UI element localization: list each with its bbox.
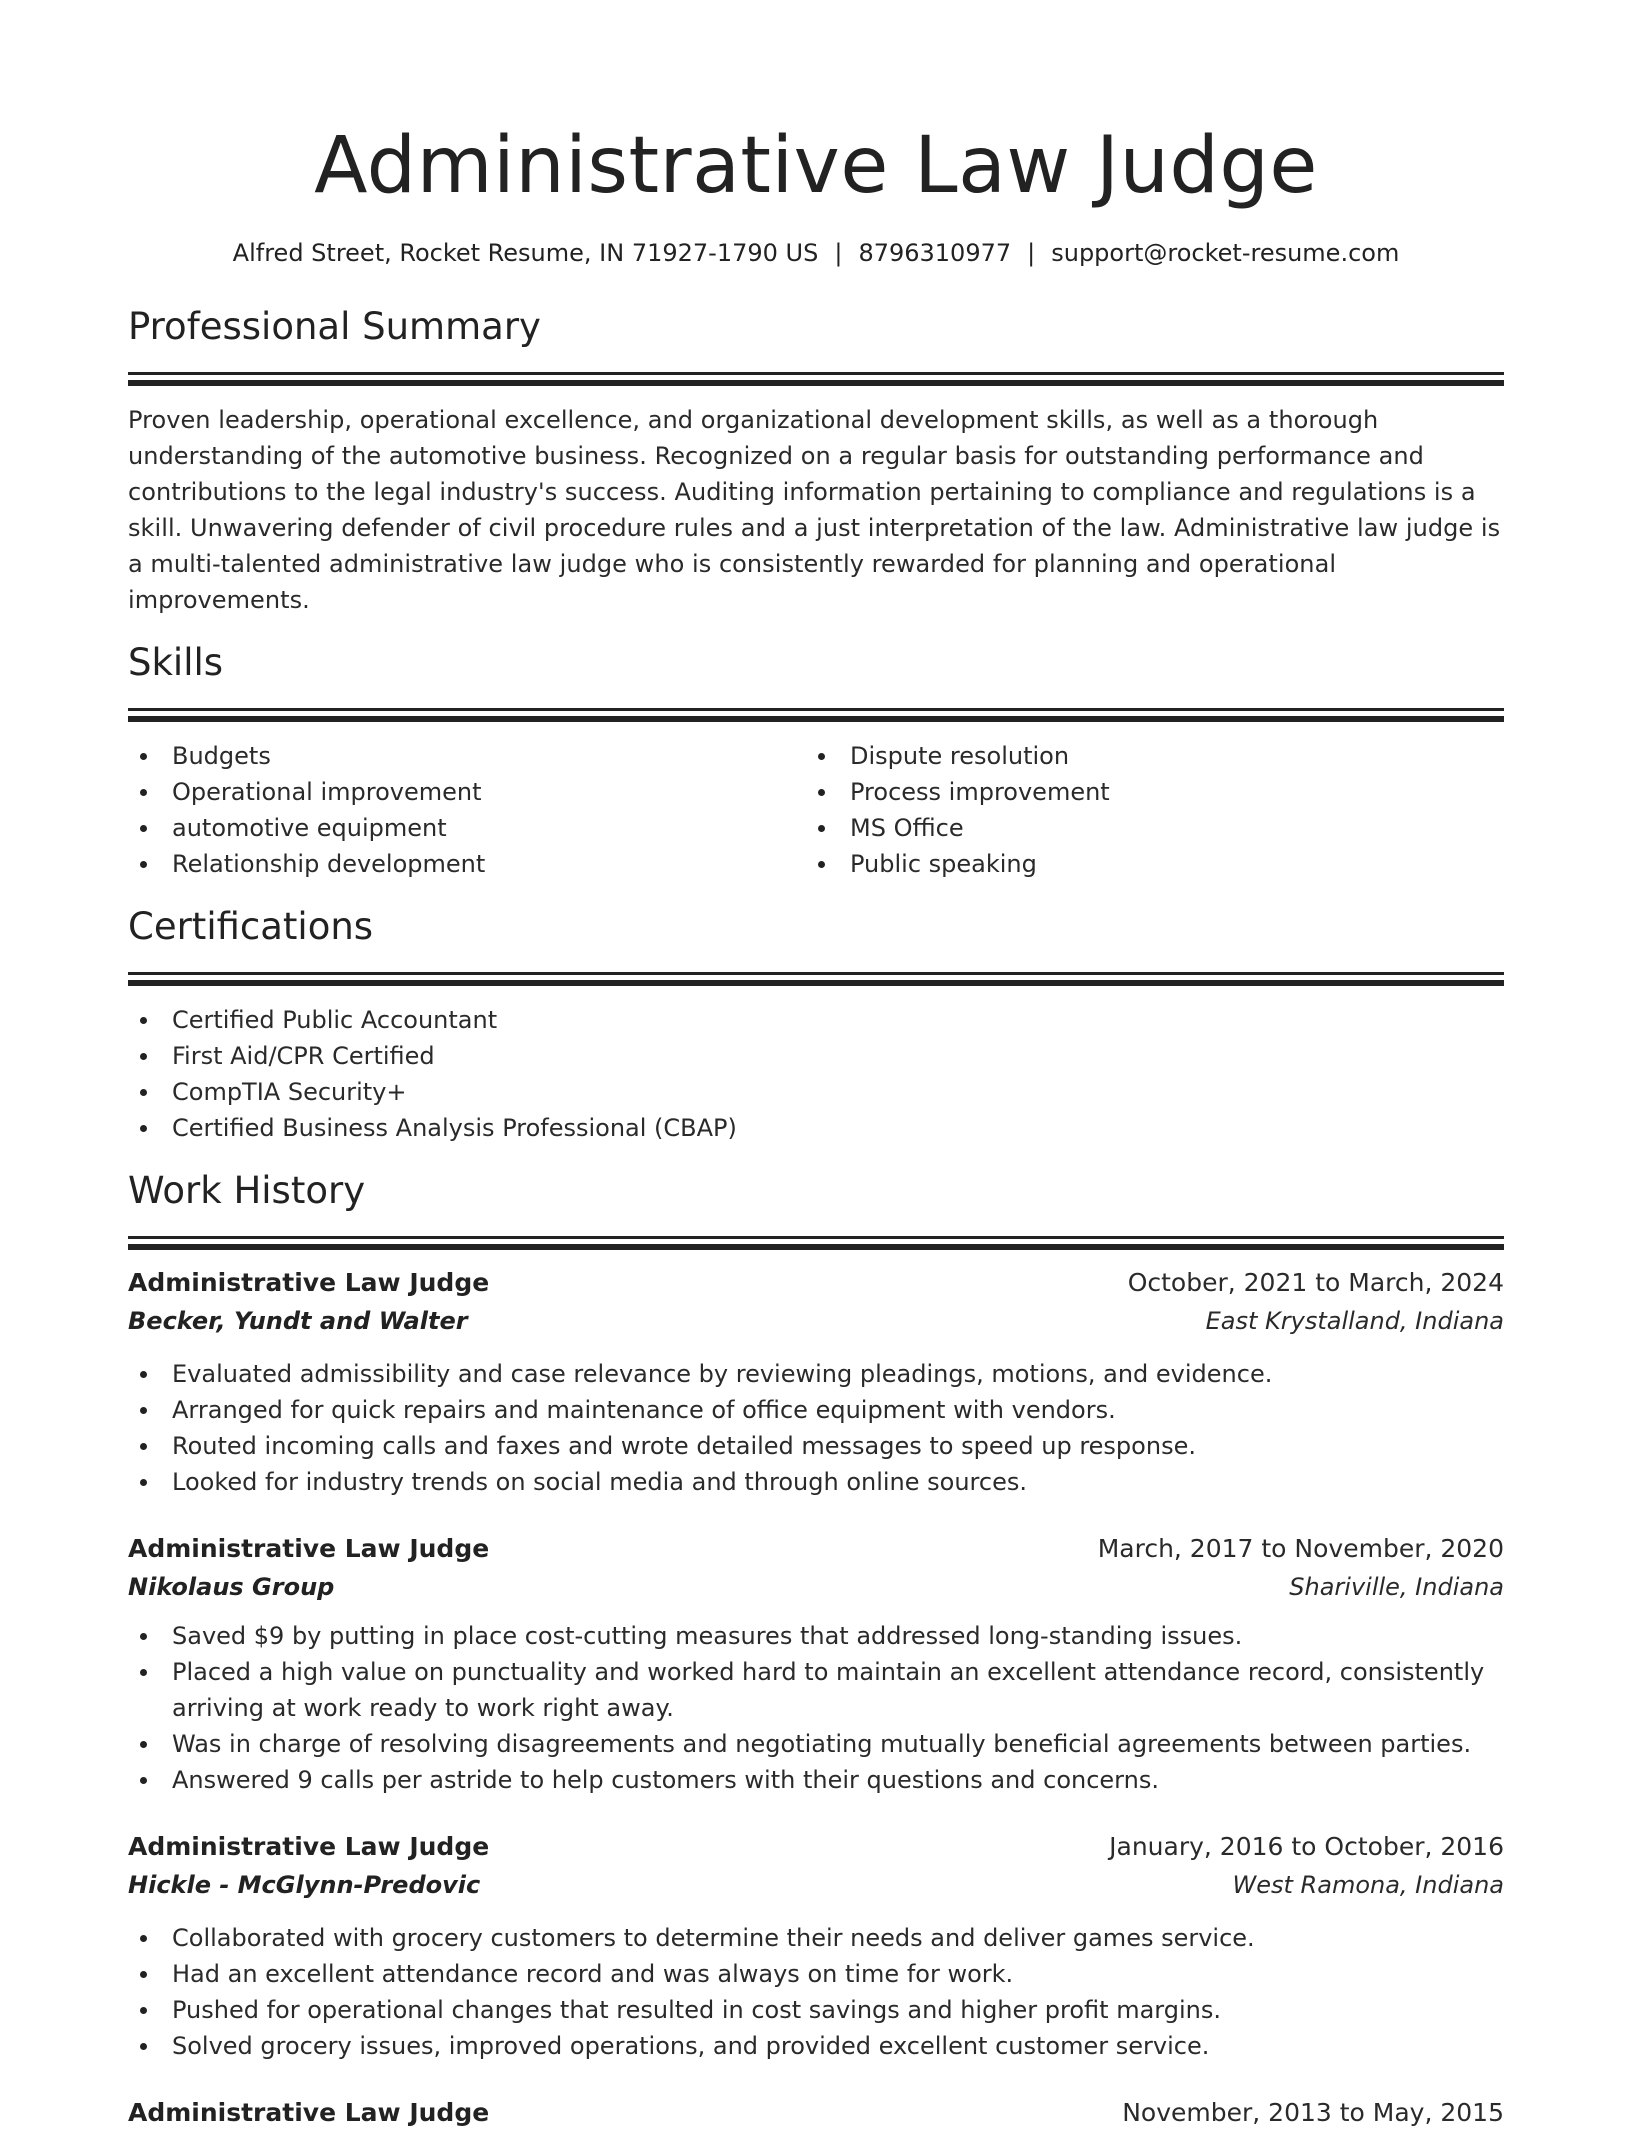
bullet-icon bbox=[140, 753, 147, 760]
job-header bbox=[128, 1530, 1504, 1568]
skill-item: Public speaking bbox=[806, 846, 1484, 882]
bullet-icon bbox=[818, 825, 825, 832]
duty-item: Looked for industry trends on social media and through online sources. bbox=[128, 1464, 1504, 1500]
work-history-section bbox=[128, 1168, 1504, 2132]
contact-separator: | bbox=[834, 239, 843, 267]
duty-item: Was in charge of resolving disagreements and negotiating mutually beneficial agreements between parties. bbox=[128, 1726, 1504, 1762]
bullet-icon bbox=[140, 1053, 147, 1060]
bullet-icon bbox=[140, 1741, 147, 1748]
job-dates: November, 2013 to May, 2015 bbox=[1122, 2098, 1504, 2127]
job-entry bbox=[128, 1530, 1504, 1798]
skill-item: Process improvement bbox=[806, 774, 1484, 810]
job-title: Administrative Law Judge bbox=[128, 1534, 490, 1563]
section-divider bbox=[128, 716, 1504, 722]
section-divider bbox=[128, 980, 1504, 986]
job-duties bbox=[128, 1356, 1504, 1500]
skills-section bbox=[128, 640, 1504, 882]
resume-page bbox=[128, 0, 1504, 2132]
certification-item: Certified Business Analysis Professional (CBAP) bbox=[128, 1110, 1504, 1146]
contact-separator: | bbox=[1027, 239, 1036, 267]
section-heading: Skills bbox=[128, 641, 224, 684]
job-title: Administrative Law Judge bbox=[128, 2098, 490, 2127]
duty-item: Collaborated with grocery customers to determine their needs and deliver games service. bbox=[128, 1920, 1504, 1956]
skill-item: Budgets bbox=[128, 738, 806, 774]
job-location: Shariville, Indiana bbox=[1289, 1573, 1504, 1601]
resume-title: Administrative Law Judge bbox=[314, 121, 1318, 211]
job-duties bbox=[128, 1920, 1504, 2064]
contact-address: Alfred Street, Rocket Resume, IN 71927-1790 US bbox=[232, 239, 819, 267]
skill-item: Dispute resolution bbox=[806, 738, 1484, 774]
job-subheader bbox=[128, 1302, 1504, 1340]
duty-item: Saved $9 by putting in place cost-cutting measures that addressed long-standing issues. bbox=[128, 1618, 1504, 1654]
duty-item: Evaluated admissibility and case relevance by reviewing pleadings, motions, and evidence. bbox=[128, 1356, 1504, 1392]
section-divider bbox=[128, 708, 1504, 711]
duty-item: Answered 9 calls per astride to help customers with their questions and concerns. bbox=[128, 1762, 1504, 1798]
contact-email: support@rocket-resume.com bbox=[1051, 239, 1400, 267]
job-company: Hickle - McGlynn-Predovic bbox=[128, 1871, 481, 1899]
job-entry bbox=[128, 2094, 1504, 2132]
bullet-icon bbox=[140, 1777, 147, 1784]
certification-item: First Aid/CPR Certified bbox=[128, 1038, 1504, 1074]
job-location: West Ramona, Indiana bbox=[1232, 1871, 1504, 1899]
section-heading: Professional Summary bbox=[128, 305, 541, 348]
job-subheader bbox=[128, 1866, 1504, 1904]
bullet-icon bbox=[140, 825, 147, 832]
skills-column-right bbox=[806, 738, 1484, 882]
bullet-icon bbox=[140, 1633, 147, 1640]
certifications-section bbox=[128, 904, 1504, 1146]
job-header bbox=[128, 1264, 1504, 1302]
duty-item: Solved grocery issues, improved operations, and provided excellent customer service. bbox=[128, 2028, 1504, 2064]
job-company: Nikolaus Group bbox=[128, 1573, 335, 1601]
section-divider bbox=[128, 1244, 1504, 1250]
bullet-icon bbox=[818, 861, 825, 868]
contact-line bbox=[128, 236, 1504, 270]
section-heading: Work History bbox=[128, 1169, 366, 1212]
bullet-icon bbox=[140, 1935, 147, 1942]
job-dates: March, 2017 to November, 2020 bbox=[1097, 1534, 1504, 1563]
duty-item: Arranged for quick repairs and maintenance of office equipment with vendors. bbox=[128, 1392, 1504, 1428]
job-company: Becker, Yundt and Walter bbox=[128, 1307, 468, 1335]
job-entry bbox=[128, 1264, 1504, 1500]
skills-grid bbox=[128, 738, 1504, 882]
duty-item: Had an excellent attendance record and was always on time for work. bbox=[128, 1956, 1504, 1992]
bullet-icon bbox=[140, 1443, 147, 1450]
bullet-icon bbox=[140, 1125, 147, 1132]
job-entry bbox=[128, 1828, 1504, 2064]
bullet-icon bbox=[140, 2007, 147, 2014]
bullet-icon bbox=[140, 789, 147, 796]
bullet-icon bbox=[140, 1971, 147, 1978]
job-dates: January, 2016 to October, 2016 bbox=[1109, 1832, 1504, 1861]
skill-item: automotive equipment bbox=[128, 810, 806, 846]
bullet-icon bbox=[140, 2043, 147, 2050]
bullet-icon bbox=[818, 789, 825, 796]
bullet-icon bbox=[140, 1669, 147, 1676]
certifications-list bbox=[128, 1002, 1504, 1146]
job-header bbox=[128, 1828, 1504, 1866]
bullet-icon bbox=[140, 1017, 147, 1024]
skill-item: Relationship development bbox=[128, 846, 806, 882]
duty-item: Routed incoming calls and faxes and wrote detailed messages to speed up response. bbox=[128, 1428, 1504, 1464]
section-divider bbox=[128, 380, 1504, 386]
skill-item: MS Office bbox=[806, 810, 1484, 846]
bullet-icon bbox=[140, 861, 147, 868]
summary-section bbox=[128, 304, 1504, 618]
summary-text: Proven leadership, operational excellence, and organizational development skills, as well as a thorough understanding of the automotive business. Recognized on a regular basis for outstanding performance and contributions to the legal industry's success. Auditing information pertaining to compliance and regulations is a skill. Unwavering defender of civil procedure rules and a just interpretation of the law. Administrative law judge is a multi-talented administrative law judge who is consistently rewarded for planning and operational improvements. bbox=[128, 406, 1501, 614]
bullet-icon bbox=[140, 1407, 147, 1414]
job-title: Administrative Law Judge bbox=[128, 1832, 490, 1861]
bullet-icon bbox=[140, 1371, 147, 1378]
bullet-icon bbox=[140, 1089, 147, 1096]
certification-item: CompTIA Security+ bbox=[128, 1074, 1504, 1110]
bullet-icon bbox=[818, 753, 825, 760]
job-location: East Krystalland, Indiana bbox=[1205, 1307, 1504, 1335]
skills-column-left bbox=[128, 738, 806, 882]
job-header bbox=[128, 2094, 1504, 2132]
certification-item: Certified Public Accountant bbox=[128, 1002, 1504, 1038]
job-subheader bbox=[128, 1568, 1504, 1606]
duty-item: Placed a high value on punctuality and worked hard to maintain an excellent attendance record, consistently arriving at work ready to work right away. bbox=[128, 1654, 1504, 1726]
skill-item: Operational improvement bbox=[128, 774, 806, 810]
section-divider bbox=[128, 1236, 1504, 1239]
duty-item: Pushed for operational changes that resulted in cost savings and higher profit margins. bbox=[128, 1992, 1504, 2028]
job-duties bbox=[128, 1618, 1504, 1798]
section-divider bbox=[128, 372, 1504, 375]
bullet-icon bbox=[140, 1479, 147, 1486]
job-title: Administrative Law Judge bbox=[128, 1268, 490, 1297]
contact-phone: 8796310977 bbox=[858, 239, 1012, 267]
job-dates: October, 2021 to March, 2024 bbox=[1127, 1268, 1504, 1297]
section-divider bbox=[128, 972, 1504, 975]
section-heading: Certifications bbox=[128, 905, 374, 948]
